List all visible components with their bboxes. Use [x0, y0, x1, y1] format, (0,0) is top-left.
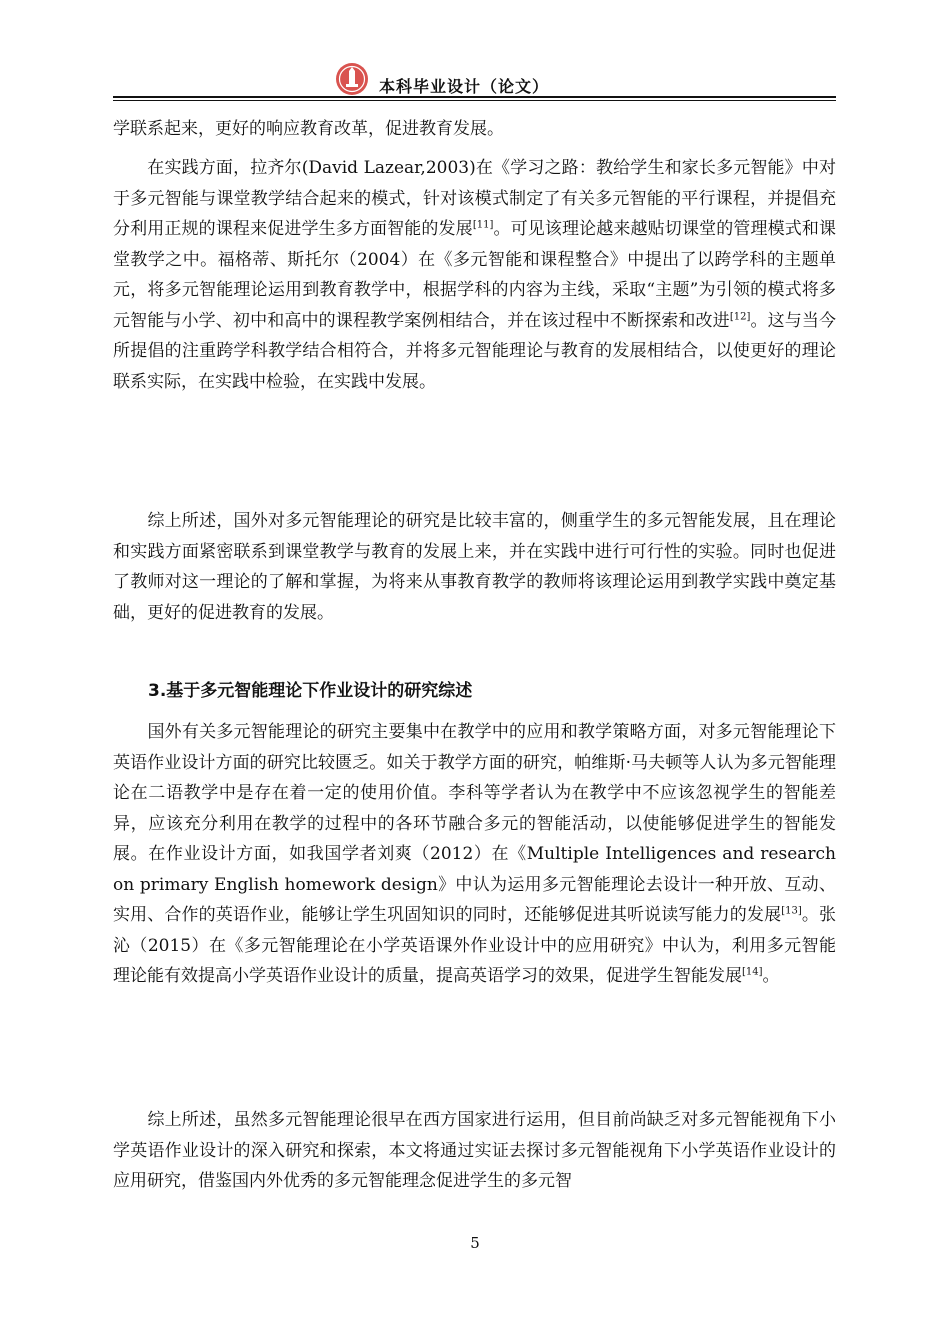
paragraph-foreign-research: 国外有关多元智能理论的研究主要集中在教学中的应用和教学策略方面，对多元智能理论下英语作业设计方面的研究比较匮乏。如关于教学方面的研究，帕维斯·马夫顿等人认为多元智能理论在二语教学中是存在着一定的使用价值。李科等学者认为在教学中不应该忽视学生的智能差异，应该充分利用在教学的过程中的各环节融合多元的智能活动，以使能够促进学生的智能发展。在作业设计方面，如我国学者刘爽（2012）在《Multiple Intelligences and research on primary English homework design》中认为运用多元智能理论去设计一种开放、互动、实用、合作的英语作业，能够让学生巩固知识的同时，还能够促进其听说读写能力的发展[13]。张沁（2015）在《多元智能理论在小学英语课外作业设计中的应用研究》中认为，利用多元智能理论能有效提高小学英语作业设计的质量，提高英语学习的效果，促进学生智能发展[14]。: [113, 722, 837, 986]
paragraph-practice: 在实践方面，拉齐尔(David Lazear,2003)在《学习之路：教给学生和家长多元智能》中对于多元智能与课堂教学结合起来的模式，针对该模式制定了有关多元智能的平行课程，并提倡充分利用正规的课程来促进学生多方面智能的发展[11]。可见该理论越来越贴切课堂的管理模式和课堂教学之中。福格蒂、斯托尔（2004）在《多元智能和课程整合》中提出了以跨学科的主题单元，将多元智能理论运用到教育教学中，根据学科的内容为主线，采取“主题”为引领的模式将多元智能与小学、初中和高中的课程教学案例相结合，并在该过程中不断探索和改进[12]。这与当今所提倡的注重跨学科教学结合相符合，并将多元智能理论与教育的发展相结合，以使更好的理论联系实际，在实践中检验，在实践中发展。: [113, 158, 837, 392]
citation-ref: [12]: [729, 310, 751, 322]
citation-ref: [13]: [781, 905, 802, 917]
header-title: 本科毕业设计（论文）: [379, 77, 550, 96]
section-heading: 3.基于多元智能理论下作业设计的研究综述: [148, 681, 473, 701]
paragraph-conclusion: 综上所述，虽然多元智能理论很早在西方国家进行运用，但目前尚缺乏对多元智能视角下小学英语作业设计的深入研究和探索，本文将通过实证去探讨多元智能视角下小学英语作业设计的应用研究，借鉴国内外优秀的多元智能理念促进学生的多元智: [113, 1110, 836, 1191]
paragraph-summary: 综上所述，国外对多元智能理论的研究是比较丰富的，侧重学生的多元智能发展，且在理论和实践方面紧密联系到课堂教学与教育的发展上来，并在实践中进行可行性的实验。同时也促进了教师对这一理论的了解和掌握，为将来从事教育教学的教师将该理论运用到教学实践中奠定基础，更好的促进教育的发展。: [113, 511, 836, 623]
citation-ref: [14]: [742, 966, 763, 978]
page-number: 5: [470, 1234, 480, 1252]
paragraph-continued: 学联系起来，更好的响应教育改革，促进教育发展。: [113, 119, 504, 139]
page-header: [113, 62, 836, 100]
citation-ref: [11]: [472, 219, 494, 231]
header-divider: [113, 96, 836, 98]
header-divider-thin: [113, 100, 836, 101]
university-seal-logo-icon: [335, 62, 369, 96]
